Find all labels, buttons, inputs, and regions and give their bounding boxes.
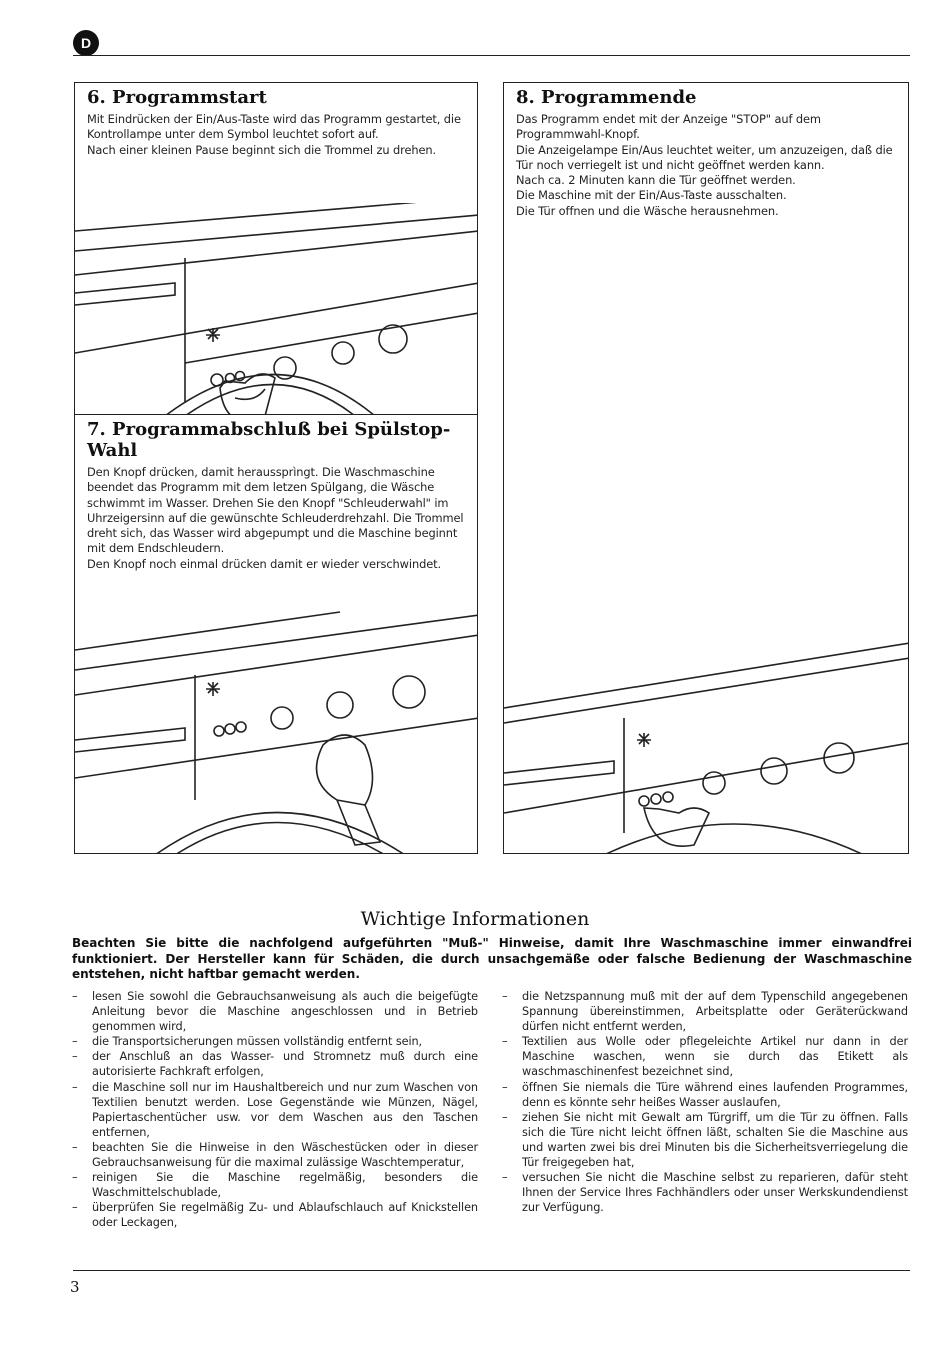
list-item: – beachten Sie die Hinweise in den Wäschestücken oder in dieser Gebrauchsanweisung für die maximal zulässige Waschtemperatur, — [70, 1140, 478, 1170]
section-text: Mit Eindrücken der Ein/Aus-Taste wird das Programm gestartet, die Kontrollampe unter dem Symbol leuchtet sofort auf. — [87, 112, 461, 142]
section-programmstart — [74, 82, 478, 415]
section-title: 6. Programmstart — [87, 87, 267, 108]
list-item: – Textilien aus Wolle oder pflegeleichte Artikel nur dann in der Maschine waschen, wenn sie durch das Etikett als waschmaschinenfest bezeichnet sind, — [500, 1034, 908, 1079]
list-item: – versuchen Sie nicht die Maschine selbst zu reparieren, dafür steht Ihnen der Service Ihres Fachhändlers oder unser Werkskundendienst zur Verfügung. — [500, 1170, 908, 1215]
section-text: Das Programm endet mit der Anzeige "STOP" auf dem Programmwahl-Knopf. — [516, 112, 821, 142]
section-text: Nach ca. 2 Minuten kann die Tür geöffnet werden. — [516, 173, 796, 188]
knob-turn-illustration — [75, 600, 478, 854]
list-item: – der Anschluß an das Wasser- und Stromnetz muß durch eine autorisierte Fachkraft erfolgen, — [70, 1049, 478, 1079]
list-item: – ziehen Sie nicht mit Gewalt am Türgriff, um die Tür zu öffnen. Falls sich die Türe nicht leicht öffnen läßt, schalten Sie die Maschine aus und warten zwei bis drei Minuten bis die Sicherheitsverriegelung die Tür freigegeben hat, — [500, 1110, 908, 1170]
info-left-column — [70, 989, 478, 1231]
list-item: – überprüfen Sie regelmäßig Zu- und Ablaufschlauch auf Knickstellen oder Leckagen, — [70, 1200, 478, 1230]
off-button-illustration — [504, 613, 909, 854]
header-rule — [73, 55, 910, 56]
list-item: – reinigen Sie die Maschine regelmäßig, besonders die Waschmittelschublade, — [70, 1170, 478, 1200]
section-text: Die Maschine mit der Ein/Aus-Taste ausschalten. — [516, 188, 787, 203]
section-title: 8. Programmende — [516, 87, 697, 108]
footer-rule — [73, 1270, 910, 1271]
list-item: – die Netzspannung muß mit der auf dem Typenschild angegebenen Spannung übereinstimmen, Arbeitsplatte oder Geräterückwand dürfen nicht entfernt werden, — [500, 989, 908, 1034]
section-text: Den Knopf noch einmal drücken damit er wieder verschwindet. — [87, 556, 441, 571]
language-badge: D — [73, 30, 99, 56]
page-number: 3 — [70, 1278, 80, 1296]
section-text: Nach einer kleinen Pause beginnt sich die Trommel zu drehen. — [87, 142, 437, 157]
section-text: Die Tür offnen und die Wäsche herausnehmen. — [516, 203, 779, 218]
info-title: Wichtige Informationen — [360, 908, 590, 930]
list-item: – die Transportsicherungen müssen vollständig entfernt sein, — [70, 1034, 478, 1049]
list-item: – lesen Sie sowohl die Gebrauchsanweisung als auch die beigefügte Anleitung bevor die Maschine angeschlossen und in Betrieb genommen wird, — [70, 989, 478, 1034]
section-title: 7. Programmabschluß bei Spülstop-Wahl — [87, 419, 451, 461]
info-lead: Beachten Sie bitte die nachfolgend aufgeführten "Muß-" Hinweise, damit Ihre Waschmaschine immer einwandfrei funktioniert. Der Hersteller kann für Schäden, die durch unsachgemäße oder falsche Bedienung der Waschmaschine entstehen, nicht haftbar gemacht werden. — [72, 936, 912, 981]
section-spuelstop — [74, 414, 478, 854]
info-right-column — [500, 989, 908, 1215]
section-programmende — [503, 82, 909, 854]
section-text: Die Anzeigelampe Ein/Aus leuchtet weiter, um anzuzeigen, daß die Tür noch verriegelt ist und nicht geöffnet werden kann. — [516, 142, 893, 172]
start-button-illustration — [75, 203, 478, 415]
section-text: Den Knopf drücken, damit heraussprìngt. Die Waschmaschine beendet das Programm mit dem letzen Spülgang, die Wäsche schwimmt im Wasser. Drehen Sie den Knopf "Schleuderwahl" im Uhrzeigersinn auf die gewünschte Schleuderdrehzahl. Die Trommel dreht sich, das Wasser wird abgepumpt und die Maschine beginnt mit dem Endschleudern. — [87, 465, 464, 556]
list-item: – öffnen Sie niemals die Türe während eines laufenden Programmes, denn es könnte sehr heißes Wasser auslaufen, — [500, 1080, 908, 1110]
list-item: – die Maschine soll nur im Haushaltbereich und nur zum Waschen von Textilien benutzt werden. Lose Gegenstände wie Münzen, Nägel, Papiertaschentücher usw. vor dem Waschen aus den Taschen entfernen, — [70, 1080, 478, 1140]
